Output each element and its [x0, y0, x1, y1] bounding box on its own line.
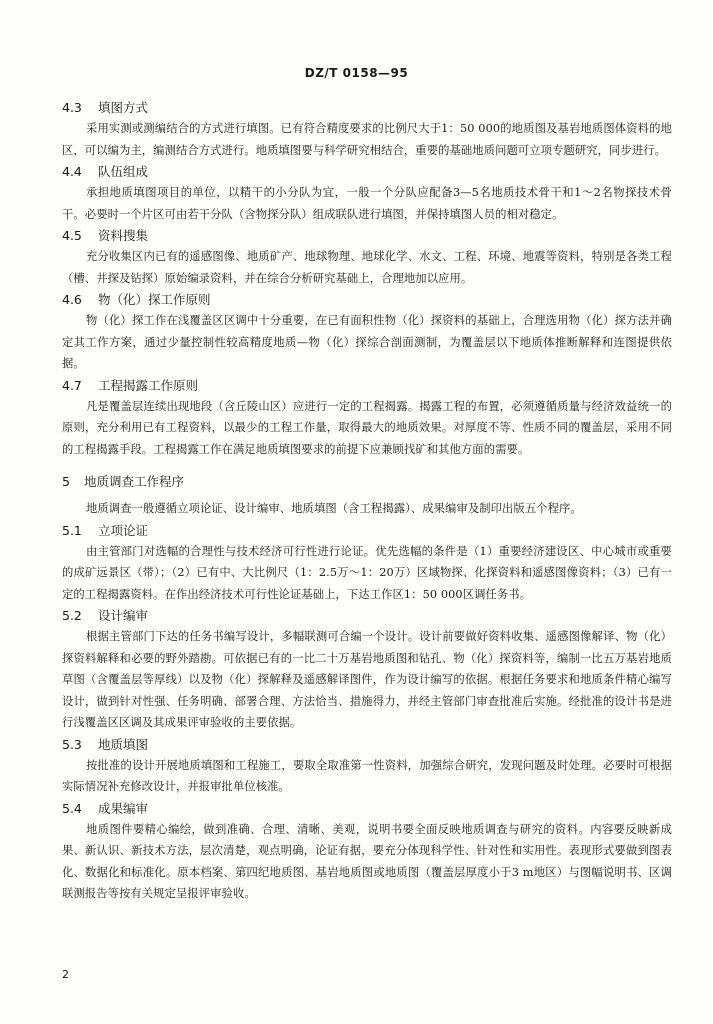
section-number: 4.5: [62, 228, 82, 243]
section-heading: [62, 162, 672, 182]
section-heading: [62, 606, 672, 626]
section-heading: [62, 376, 672, 396]
paragraph: 根据主管部门下达的任务书编写设计，多幅联测可合编一个设计。设计前要做好资料收集、遥感图像解译、物（化）探资料解释和必要的野外踏勘。可依据已有的一比二十万基岩地质图和钻孔、物（化）探资料等，编制一比五万基岩地质草图（含覆盖层等厚线）以及物（化）探解释及遥感解译图件，作为设计编写的依据。根据任务要求和地质条件精心编写设计，做到针对性强、任务明确、部署合理、方法恰当、措施得力，并经主管部门审查批准后实施。经批准的设计书是进行浅覆盖区区调及其成果评审验收的主要依据。: [62, 630, 672, 729]
section-number: 4.6: [62, 292, 82, 307]
section-number: 5.1: [62, 522, 82, 538]
section-title: 设计编审: [98, 608, 149, 623]
paragraph: 凡是覆盖层连续出现地段（含丘陵山区）应进行一定的工程揭露。揭露工程的布置，必须遵循质量与经济效益统一的原则，充分利用已有工程资料，以最少的工程工作量，取得最大的地质效果。对厚度不等、性质不同的覆盖层，采用不同的工程揭露手段。工程揭露工作在满足地质填图要求的前提下应兼顾找矿和其他方面的需要。: [62, 399, 672, 456]
section-heading: [62, 799, 672, 819]
section-title: 地质调查工作程序: [84, 474, 185, 489]
section-title: 物（化）探工作原则: [98, 292, 211, 307]
document-body: [62, 98, 672, 906]
section-heading: [62, 521, 672, 541]
section-title: 资料搜集: [98, 228, 149, 243]
paragraph: 由主管部门对选幅的合理性与技术经济可行性进行论证。优先选幅的条件是（1）重要经济建设区、中心城市或重要的成矿远景区（带）；（2）已有中、大比例尺（1：2.5万～1：20万）区域物探、化探资料和遥感图像资料；（3）已有一定的工程揭露资料。在作出经济技术可行性论证基础上，下达工作区1：50 000区调任务书。: [62, 544, 672, 601]
section-number: 4.3: [62, 100, 82, 115]
section-number: 4.7: [62, 377, 82, 393]
paragraph: 物（化）探工作在浅覆盖区区调中十分重要，在已有面积性物（化）探资料的基础上，合理选用物（化）探方法并确定其工作方案，通过少量控制性较高精度地质—物（化）探综合剖面测制，为覆盖层以下地质体推断解释和连图提供依据。: [62, 314, 672, 370]
doc-header: DZ/T 0158—95: [304, 66, 409, 80]
section-number: 5.2: [62, 608, 82, 623]
section-title: 填图方式: [98, 100, 149, 115]
page-number: 2: [62, 968, 69, 981]
section-number: 5.3: [62, 736, 82, 752]
section-number: 4.4: [62, 164, 82, 179]
section-heading: [62, 472, 672, 492]
paragraph: 充分收集区内已有的遥感图像、地质矿产、地球物理、地球化学、水文、工程、环境、地震等资料，特别是各类工程（槽、井探及钻探）原始编录资料，并在综合分析研究基础上，合理地加以应用。: [62, 250, 672, 285]
section-title: 成果编审: [98, 800, 149, 816]
section-heading: [62, 226, 672, 246]
section-title: 地质填图: [98, 736, 149, 752]
section-heading: [62, 98, 672, 118]
section-heading: [62, 735, 672, 755]
section-title: 队伍组成: [98, 164, 149, 179]
section-title: 立项论证: [98, 522, 149, 538]
section-number: 5: [62, 474, 70, 489]
section-heading: [62, 290, 672, 310]
section-title: 工程揭露工作原则: [98, 377, 199, 393]
paragraph: 按批准的设计开展地质填图和工程施工，要取全取准第一性资料，加强综合研究，发现问题及时处理。必要时可根据实际情况补充修改设计，并报审批单位核准。: [62, 758, 672, 793]
paragraph: 承担地质填图项目的单位，以精干的小分队为宜，一般一个分队应配备3—5名地质技术骨干和1～2名物探技术骨干。必要时一个片区可由若干分队（含物探分队）组成联队进行填图，并保持填图人员的相对稳定。: [62, 186, 672, 221]
paragraph: 地质调查一般遵循立项论证、设计编审、地质填图（含工程揭露）、成果编审及制印出版五个程序。: [86, 502, 582, 515]
paragraph: 采用实测或测编结合的方式进行填图。已有符合精度要求的比例尺大于1：50 000的地质图及基岩地质图体资料的地区，可以编为主，编测结合方式进行。地质填图要与科学研究相结合，重要的基础地质问题可立项专题研究，同步进行。: [62, 122, 672, 157]
section-number: 5.4: [62, 800, 82, 816]
paragraph: 地质图件要精心编绘，做到准确、合理、清晰、美观，说明书要全面反映地质调查与研究的资料。内容要反映新成果、新认识、新技术方法，层次清楚，观点明确，论证有据，要充分体现科学性、针对性和实用性。表现形式要做到图表化、数据化和标准化。原本档案、第四纪地质图、基岩地质图或地质图（覆盖层厚度小于3 m地区）与图幅说明书、区调联测报告等按有关规定呈报评审验收。: [62, 822, 672, 900]
